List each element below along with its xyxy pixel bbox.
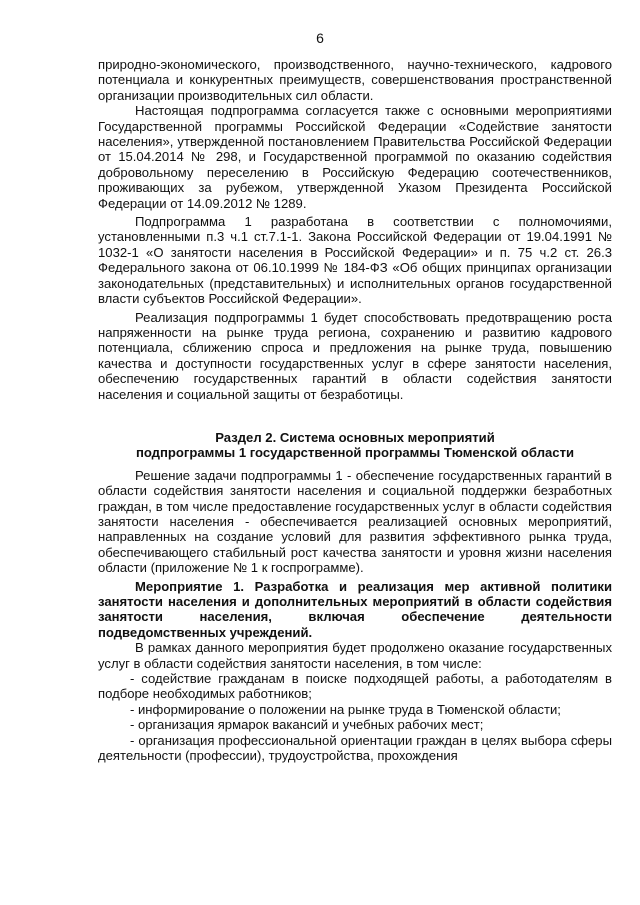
list-item: - содействие гражданам в поиске подходящей работы, а работодателям в подборе необходимых работников;: [98, 671, 612, 702]
list-item: - информирование о положении на рынке труда в Тюменской области;: [130, 701, 561, 717]
paragraph-legal-basis: Подпрограмма 1 разработана в соответствии с полномочиями, установленными п.3 ч.1 ст.7.1-1. Закона Российской Федерации от 19.04.1991 № 1032-1 «О занятости населения в Российской Федерации» и п. 75 ч.2 ст. 26.3 Федерального закона от 06.10.1999 № 184-ФЗ «Об общих принципах организации законодательных (представительных) и исполнительных органов государственной власти субъектов Российской Федерации».: [98, 214, 612, 307]
paragraph-continuation: природно-экономического, производственного, научно-технического, кадрового потенциала и конкурентных преимуществ, совершенствования пространственной организации производительных сил области.: [98, 57, 612, 103]
measure-heading: Мероприятие 1. Разработка и реализация мер активной политики занятости населения и дополнительных мероприятий в области содействия занятости населения, включая обеспечение деятельности подведомственных учреждений.: [98, 578, 612, 640]
list-item: - организация профессиональной ориентации граждан в целях выбора сферы деятельности (профессии), трудоустройства, прохождения: [98, 732, 612, 764]
paragraph-program-alignment: Настоящая подпрограмма согласуется также с основными мероприятиями Государственной программы Российской Федерации «Содействие занятости населения», утвержденной постановлением Правительства Российской Федерации от 15.04.2014 № 298, и Государственной программой по оказанию содействия добровольному переселению в Российскую Федерацию соотечественников, проживающих за рубежом, утвержденной Указом Президента Российской Федерации от 14.09.2012 № 1289.: [98, 103, 612, 211]
page-number: 6: [316, 30, 324, 46]
paragraph-task-solution: Решение задачи подпрограммы 1 - обеспечение государственных гарантий в области содействия занятости населения и социальной поддержки безработных граждан, в том числе предоставление государственных услуг в области содействия занятости населения - обеспечивается реализацией основных мероприятий, направленных на создание условий для развития эффективного рынка труда, обеспечивающего стабильный рост качества занятости и уровня жизни населения области (приложение № 1 к госпрограмме).: [98, 467, 612, 576]
paragraph-measure-services: В рамках данного мероприятия будет продолжено оказание государственных услуг в области содействия занятости населения, в том числе:: [98, 640, 612, 671]
list-item: - организация ярмарок вакансий и учебных рабочих мест;: [130, 717, 484, 733]
document-body: [98, 57, 612, 763]
paragraph-implementation-effect: Реализация подпрограммы 1 будет способствовать предотвращению роста напряженности на рынке труда региона, сохранению и развитию кадрового потенциала, сближению спроса и предложения на рынке труда, повышению качества и доступности государственных услуг в сфере занятости населения, обеспечению государственных гарантий в области содействия занятости населения и социальной защиты от безработицы.: [98, 309, 612, 402]
section-heading-line-1: Раздел 2. Система основных мероприятий: [215, 429, 495, 445]
section-heading: [98, 430, 612, 461]
section-heading-line-2: подпрограммы 1 государственной программы Тюменской области: [135, 445, 575, 461]
